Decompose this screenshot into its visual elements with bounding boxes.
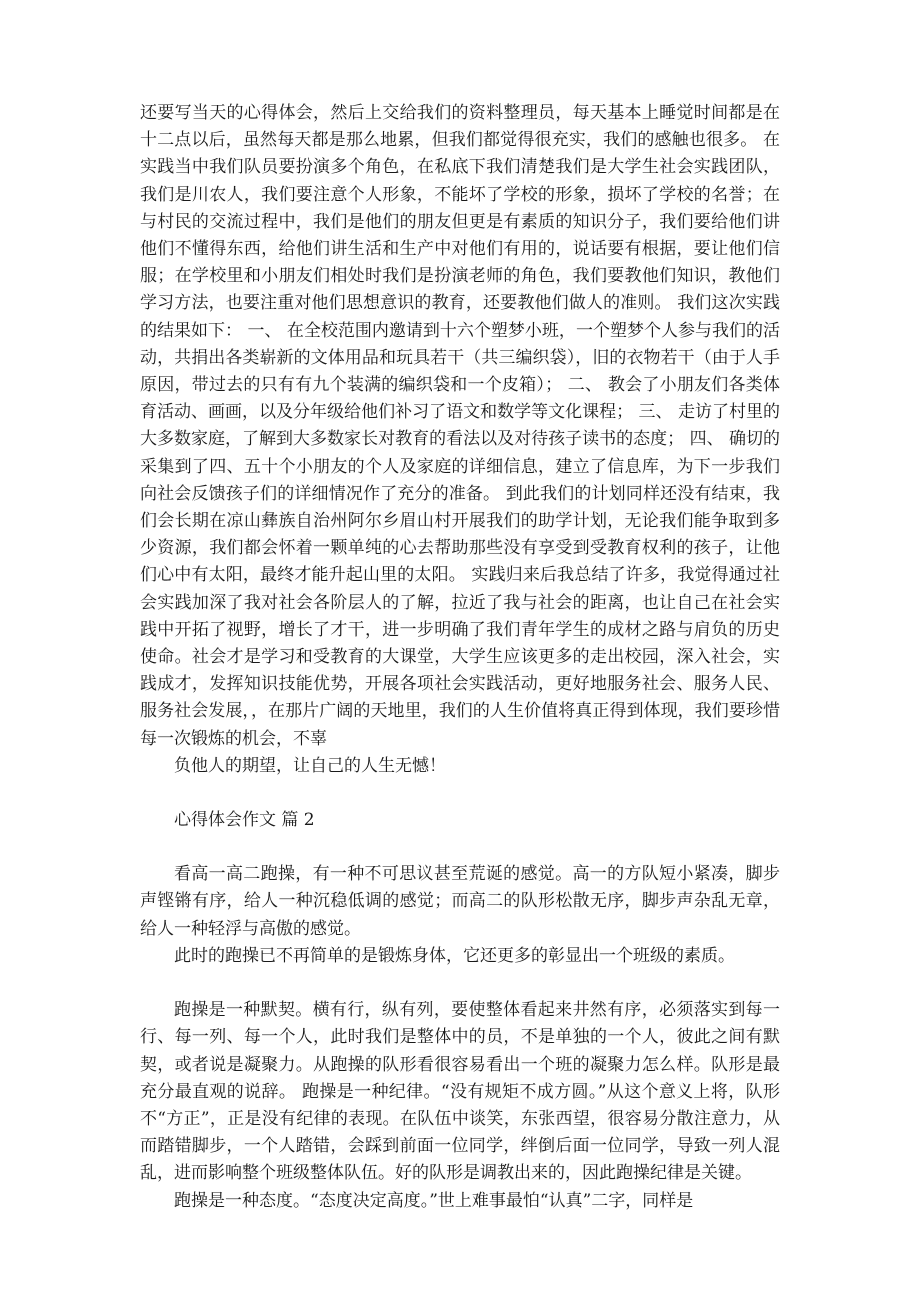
body-paragraph-5: 跑操是一种默契。横有行，纵有列，要使整体看起来井然有序，必须落实到每一行、每一列、每一个人，此时我们是整体中的员，不是单独的一个人，彼此之间有默契，或者说是凝聚力。从跑操的队形看很容易看出一个班的凝聚力怎么样。队形是最充分最直观的说辞。 跑操是一种纪律。“没有规矩不成方圆。”从这个意义上将，队形不“方正”，正是没有纪律的表现。在队伍中谈笑，东张西望，很容易分散注意力，从而踏错脚步，一个人踏错，会踩到前面一位同学，绊倒后面一位同学，导致一列人混乱，进而影响整个班级整体队伍。好的队形是调教出来的，因此跑操纪律是关键。	[140, 1000, 780, 1184]
document-page	[140, 100, 780, 1215]
section-heading: 心得体会作文 篇 2	[174, 810, 315, 831]
body-paragraph-2: 负他人的期望，让自己的人生无憾！	[174, 755, 446, 776]
body-paragraph-6: 跑操是一种态度。“态度决定高度。”世上难事最怕“认真”二字，同样是	[174, 1190, 694, 1211]
body-paragraph-1: 还要写当天的心得体会，然后上交给我们的资料整理员，每天基本上睡觉时间都是在十二点以后，虽然每天都是那么地累，但我们都觉得很充实，我们的感触也很多。 在实践当中我们队员要扮演多个角色，在私底下我们清楚我们是大学生社会实践团队，我们是川农人，我们要注意个人形象，不能坏了学校的形象，损坏了学校的名誉；在与村民的交流过程中，我们是他们的朋友但更是有素质的知识分子，我们要给他们讲他们不懂得东西，给他们讲生活和生产中对他们有用的，说话要有根据，要让他们信服；在学校里和小朋友们相处时我们是扮演老师的角色，我们要教他们知识，教他们学习方法，也要注重对他们思想意识的教育，还要教他们做人的准则。 我们这次实践的结果如下： 一、 在全校范围内邀请到十六个塑梦小班，一个塑梦个人参与我们的活动，共捐出各类崭新的文体用品和玩具若干（共三编织袋），旧的衣物若干（由于人手原因，带过去的只有有九个装满的编织袋和一个皮箱）； 二、 教会了小朋友们各类体育活动、画画，以及分年级给他们补习了语文和数学等文化课程； 三、 走访了村里的大多数家庭，了解到大多数家长对教育的看法以及对待孩子读书的态度； 四、 确切的采集到了四、五十个小朋友的个人及家庭的详细信息，建立了信息库，为下一步我们向社会反馈孩子们的详细情况作了充分的准备。 到此我们的计划同样还没有结束，我们会长期在凉山彝族自治州阿尔乡眉山村开展我们的助学计划，无论我们能争取到多少资源，我们都会怀着一颗单纯的心去帮助那些没有享受到受教育权利的孩子，让他们心中有太阳，最终才能升起山里的太阳。 实践归来后我总结了许多，我觉得通过社会实践加深了我对社会各阶层人的了解，拉近了我与社会的距离，也让自己在社会实践中开拓了视野，增长了才干，进一步明确了我们青年学生的成材之路与肩负的历史使命。社会才是学习和受教育的大课堂，大学生应该更多的走出校园，深入社会，实践成才，发挥知识技能优势，开展各项社会实践活动，更好地服务社会、服务人民、服务社会发展，，在那片广阔的天地里，我们的人生价值将真正得到体现，我们要珍惜每一次锻炼的机会，不辜	[140, 103, 780, 749]
body-paragraph-3: 看高一高二跑操，有一种不可思议甚至荒诞的感觉。高一的方队短小紧凑，脚步声铿锵有序，给人一种沉稳低调的感觉；而高二的队形松散无序，脚步声杂乱无章，给人一种轻浮与高傲的感觉。	[140, 864, 780, 939]
body-paragraph-4: 此时的跑操已不再简单的是锻炼身体，它还更多的彰显出一个班级的素质。	[174, 945, 735, 966]
